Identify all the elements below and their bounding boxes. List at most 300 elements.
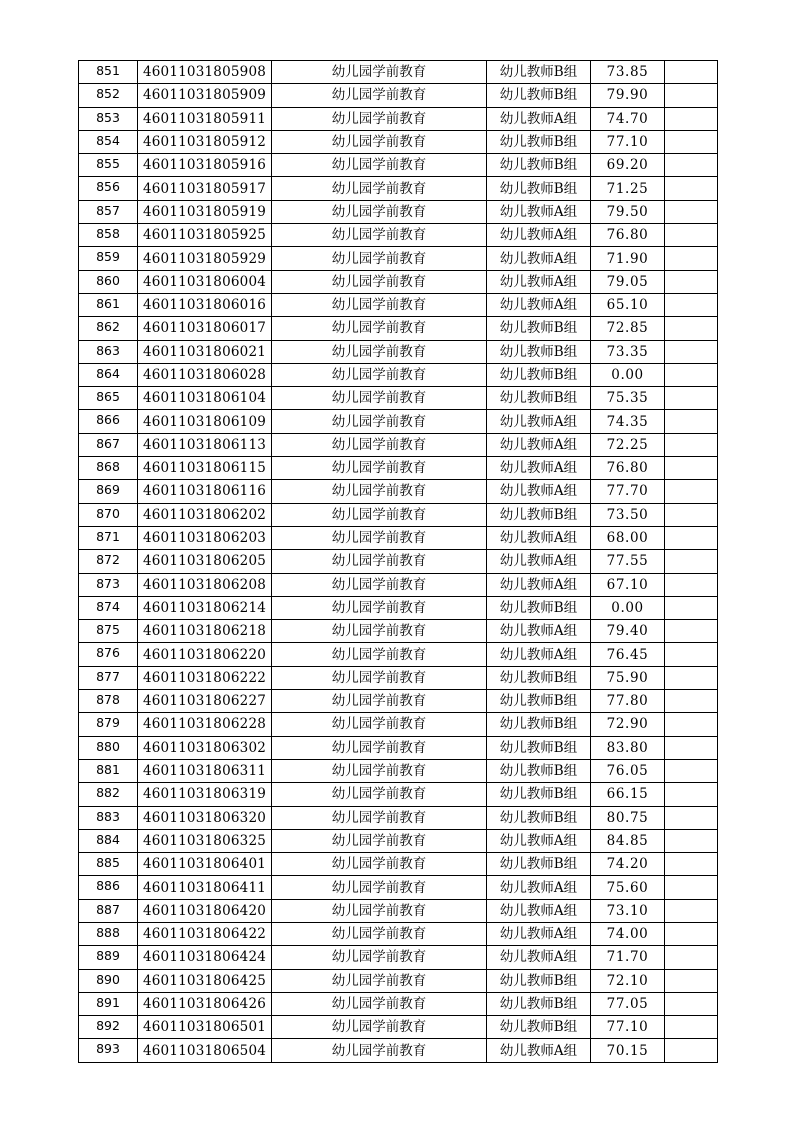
exam-id-cell: 46011031805919 bbox=[138, 200, 272, 223]
note-cell bbox=[665, 969, 718, 992]
group-cell: 幼儿教师A组 bbox=[487, 247, 591, 270]
group-cell: 幼儿教师A组 bbox=[487, 410, 591, 433]
table-row bbox=[79, 690, 718, 713]
group-cell: 幼儿教师A组 bbox=[487, 433, 591, 456]
subject-cell: 幼儿园学前教育 bbox=[272, 526, 487, 549]
subject-cell: 幼儿园学前教育 bbox=[272, 61, 487, 84]
exam-id-cell: 46011031806017 bbox=[138, 317, 272, 340]
group-cell: 幼儿教师A组 bbox=[487, 457, 591, 480]
score-cell: 80.75 bbox=[591, 806, 665, 829]
subject-cell: 幼儿园学前教育 bbox=[272, 154, 487, 177]
score-cell: 73.85 bbox=[591, 61, 665, 84]
group-cell: 幼儿教师B组 bbox=[487, 992, 591, 1015]
row-number-cell: 871 bbox=[79, 526, 138, 549]
note-cell bbox=[665, 992, 718, 1015]
note-cell bbox=[665, 1039, 718, 1062]
table-row bbox=[79, 759, 718, 782]
score-cell: 72.25 bbox=[591, 433, 665, 456]
note-cell bbox=[665, 154, 718, 177]
note-cell bbox=[665, 503, 718, 526]
subject-cell: 幼儿园学前教育 bbox=[272, 224, 487, 247]
table-row bbox=[79, 317, 718, 340]
subject-cell: 幼儿园学前教育 bbox=[272, 666, 487, 689]
subject-cell: 幼儿园学前教育 bbox=[272, 899, 487, 922]
subject-cell: 幼儿园学前教育 bbox=[272, 433, 487, 456]
subject-cell: 幼儿园学前教育 bbox=[272, 829, 487, 852]
exam-id-cell: 46011031806214 bbox=[138, 596, 272, 619]
exam-id-cell: 46011031805909 bbox=[138, 84, 272, 107]
exam-id-cell: 46011031806501 bbox=[138, 1016, 272, 1039]
note-cell bbox=[665, 643, 718, 666]
row-number-cell: 864 bbox=[79, 363, 138, 386]
table-row bbox=[79, 130, 718, 153]
note-cell bbox=[665, 480, 718, 503]
exam-id-cell: 46011031806104 bbox=[138, 387, 272, 410]
subject-cell: 幼儿园学前教育 bbox=[272, 946, 487, 969]
row-number-cell: 856 bbox=[79, 177, 138, 200]
table-row bbox=[79, 387, 718, 410]
row-number-cell: 852 bbox=[79, 84, 138, 107]
table-row bbox=[79, 550, 718, 573]
score-cell: 72.10 bbox=[591, 969, 665, 992]
subject-cell: 幼儿园学前教育 bbox=[272, 247, 487, 270]
note-cell bbox=[665, 410, 718, 433]
note-cell bbox=[665, 84, 718, 107]
score-cell: 77.05 bbox=[591, 992, 665, 1015]
table-row bbox=[79, 107, 718, 130]
row-number-cell: 870 bbox=[79, 503, 138, 526]
note-cell bbox=[665, 224, 718, 247]
score-cell: 69.20 bbox=[591, 154, 665, 177]
exam-id-cell: 46011031806205 bbox=[138, 550, 272, 573]
note-cell bbox=[665, 177, 718, 200]
table-row bbox=[79, 992, 718, 1015]
exam-id-cell: 46011031805929 bbox=[138, 247, 272, 270]
score-cell: 74.35 bbox=[591, 410, 665, 433]
subject-cell: 幼儿园学前教育 bbox=[272, 107, 487, 130]
table-row bbox=[79, 457, 718, 480]
row-number-cell: 875 bbox=[79, 620, 138, 643]
subject-cell: 幼儿园学前教育 bbox=[272, 340, 487, 363]
table-row bbox=[79, 783, 718, 806]
group-cell: 幼儿教师B组 bbox=[487, 84, 591, 107]
score-cell: 77.10 bbox=[591, 130, 665, 153]
group-cell: 幼儿教师B组 bbox=[487, 759, 591, 782]
group-cell: 幼儿教师A组 bbox=[487, 270, 591, 293]
group-cell: 幼儿教师B组 bbox=[487, 387, 591, 410]
note-cell bbox=[665, 713, 718, 736]
note-cell bbox=[665, 130, 718, 153]
score-cell: 71.25 bbox=[591, 177, 665, 200]
row-number-cell: 885 bbox=[79, 853, 138, 876]
exam-id-cell: 46011031806222 bbox=[138, 666, 272, 689]
row-number-cell: 892 bbox=[79, 1016, 138, 1039]
score-cell: 76.80 bbox=[591, 224, 665, 247]
row-number-cell: 862 bbox=[79, 317, 138, 340]
subject-cell: 幼儿园学前教育 bbox=[272, 317, 487, 340]
subject-cell: 幼儿园学前教育 bbox=[272, 620, 487, 643]
row-number-cell: 853 bbox=[79, 107, 138, 130]
subject-cell: 幼儿园学前教育 bbox=[272, 643, 487, 666]
row-number-cell: 859 bbox=[79, 247, 138, 270]
row-number-cell: 860 bbox=[79, 270, 138, 293]
row-number-cell: 891 bbox=[79, 992, 138, 1015]
row-number-cell: 857 bbox=[79, 200, 138, 223]
group-cell: 幼儿教师B组 bbox=[487, 154, 591, 177]
subject-cell: 幼儿园学前教育 bbox=[272, 130, 487, 153]
score-cell: 79.05 bbox=[591, 270, 665, 293]
exam-id-cell: 46011031806401 bbox=[138, 853, 272, 876]
row-number-cell: 889 bbox=[79, 946, 138, 969]
note-cell bbox=[665, 550, 718, 573]
subject-cell: 幼儿园学前教育 bbox=[272, 690, 487, 713]
subject-cell: 幼儿园学前教育 bbox=[272, 969, 487, 992]
note-cell bbox=[665, 806, 718, 829]
group-cell: 幼儿教师B组 bbox=[487, 596, 591, 619]
note-cell bbox=[665, 247, 718, 270]
row-number-cell: 863 bbox=[79, 340, 138, 363]
subject-cell: 幼儿园学前教育 bbox=[272, 806, 487, 829]
group-cell: 幼儿教师A组 bbox=[487, 922, 591, 945]
score-cell: 67.10 bbox=[591, 573, 665, 596]
row-number-cell: 877 bbox=[79, 666, 138, 689]
note-cell bbox=[665, 759, 718, 782]
subject-cell: 幼儿园学前教育 bbox=[272, 713, 487, 736]
score-cell: 76.80 bbox=[591, 457, 665, 480]
score-cell: 76.05 bbox=[591, 759, 665, 782]
table-row bbox=[79, 84, 718, 107]
subject-cell: 幼儿园学前教育 bbox=[272, 480, 487, 503]
group-cell: 幼儿教师B组 bbox=[487, 503, 591, 526]
subject-cell: 幼儿园学前教育 bbox=[272, 1039, 487, 1062]
table-row bbox=[79, 922, 718, 945]
score-cell: 79.40 bbox=[591, 620, 665, 643]
row-number-cell: 872 bbox=[79, 550, 138, 573]
note-cell bbox=[665, 596, 718, 619]
subject-cell: 幼儿园学前教育 bbox=[272, 503, 487, 526]
score-cell: 75.35 bbox=[591, 387, 665, 410]
subject-cell: 幼儿园学前教育 bbox=[272, 783, 487, 806]
subject-cell: 幼儿园学前教育 bbox=[272, 992, 487, 1015]
group-cell: 幼儿教师B组 bbox=[487, 969, 591, 992]
row-number-cell: 873 bbox=[79, 573, 138, 596]
table-row bbox=[79, 293, 718, 316]
score-cell: 70.15 bbox=[591, 1039, 665, 1062]
subject-cell: 幼儿园学前教育 bbox=[272, 550, 487, 573]
group-cell: 幼儿教师A组 bbox=[487, 620, 591, 643]
subject-cell: 幼儿园学前教育 bbox=[272, 84, 487, 107]
score-cell: 65.10 bbox=[591, 293, 665, 316]
row-number-cell: 861 bbox=[79, 293, 138, 316]
row-number-cell: 879 bbox=[79, 713, 138, 736]
subject-cell: 幼儿园学前教育 bbox=[272, 876, 487, 899]
exam-id-cell: 46011031806220 bbox=[138, 643, 272, 666]
exam-id-cell: 46011031806320 bbox=[138, 806, 272, 829]
row-number-cell: 868 bbox=[79, 457, 138, 480]
table-row bbox=[79, 433, 718, 456]
group-cell: 幼儿教师A组 bbox=[487, 899, 591, 922]
exam-id-cell: 46011031806028 bbox=[138, 363, 272, 386]
score-cell: 83.80 bbox=[591, 736, 665, 759]
row-number-cell: 882 bbox=[79, 783, 138, 806]
subject-cell: 幼儿园学前教育 bbox=[272, 387, 487, 410]
note-cell bbox=[665, 387, 718, 410]
subject-cell: 幼儿园学前教育 bbox=[272, 596, 487, 619]
group-cell: 幼儿教师B组 bbox=[487, 61, 591, 84]
note-cell bbox=[665, 317, 718, 340]
score-cell: 0.00 bbox=[591, 363, 665, 386]
exam-id-cell: 46011031806218 bbox=[138, 620, 272, 643]
table-row bbox=[79, 1039, 718, 1062]
score-cell: 75.90 bbox=[591, 666, 665, 689]
group-cell: 幼儿教师A组 bbox=[487, 293, 591, 316]
table-row bbox=[79, 876, 718, 899]
subject-cell: 幼儿园学前教育 bbox=[272, 270, 487, 293]
row-number-cell: 851 bbox=[79, 61, 138, 84]
subject-cell: 幼儿园学前教育 bbox=[272, 1016, 487, 1039]
row-number-cell: 888 bbox=[79, 922, 138, 945]
group-cell: 幼儿教师B组 bbox=[487, 130, 591, 153]
row-number-cell: 884 bbox=[79, 829, 138, 852]
note-cell bbox=[665, 922, 718, 945]
score-cell: 76.45 bbox=[591, 643, 665, 666]
table-row bbox=[79, 1016, 718, 1039]
score-cell: 77.10 bbox=[591, 1016, 665, 1039]
group-cell: 幼儿教师B组 bbox=[487, 363, 591, 386]
row-number-cell: 855 bbox=[79, 154, 138, 177]
table-row bbox=[79, 666, 718, 689]
table-row bbox=[79, 899, 718, 922]
table-row bbox=[79, 363, 718, 386]
table-row bbox=[79, 154, 718, 177]
exam-id-cell: 46011031806424 bbox=[138, 946, 272, 969]
group-cell: 幼儿教师B组 bbox=[487, 806, 591, 829]
table-row bbox=[79, 526, 718, 549]
group-cell: 幼儿教师B组 bbox=[487, 340, 591, 363]
score-cell: 72.90 bbox=[591, 713, 665, 736]
subject-cell: 幼儿园学前教育 bbox=[272, 759, 487, 782]
note-cell bbox=[665, 876, 718, 899]
row-number-cell: 865 bbox=[79, 387, 138, 410]
note-cell bbox=[665, 363, 718, 386]
exam-id-cell: 46011031806319 bbox=[138, 783, 272, 806]
table-row bbox=[79, 643, 718, 666]
table-row bbox=[79, 270, 718, 293]
score-cell: 74.00 bbox=[591, 922, 665, 945]
exam-id-cell: 46011031806302 bbox=[138, 736, 272, 759]
row-number-cell: 893 bbox=[79, 1039, 138, 1062]
note-cell bbox=[665, 293, 718, 316]
exam-id-cell: 46011031805908 bbox=[138, 61, 272, 84]
group-cell: 幼儿教师A组 bbox=[487, 526, 591, 549]
row-number-cell: 883 bbox=[79, 806, 138, 829]
note-cell bbox=[665, 666, 718, 689]
group-cell: 幼儿教师B组 bbox=[487, 783, 591, 806]
table-row bbox=[79, 969, 718, 992]
score-cell: 71.70 bbox=[591, 946, 665, 969]
group-cell: 幼儿教师A组 bbox=[487, 107, 591, 130]
exam-id-cell: 46011031806004 bbox=[138, 270, 272, 293]
subject-cell: 幼儿园学前教育 bbox=[272, 200, 487, 223]
row-number-cell: 867 bbox=[79, 433, 138, 456]
exam-id-cell: 46011031805917 bbox=[138, 177, 272, 200]
subject-cell: 幼儿园学前教育 bbox=[272, 457, 487, 480]
subject-cell: 幼儿园学前教育 bbox=[272, 410, 487, 433]
exam-id-cell: 46011031806228 bbox=[138, 713, 272, 736]
group-cell: 幼儿教师A组 bbox=[487, 224, 591, 247]
table-row bbox=[79, 224, 718, 247]
note-cell bbox=[665, 829, 718, 852]
exam-id-cell: 46011031806425 bbox=[138, 969, 272, 992]
group-cell: 幼儿教师A组 bbox=[487, 946, 591, 969]
table-row bbox=[79, 853, 718, 876]
score-cell: 73.35 bbox=[591, 340, 665, 363]
score-cell: 74.70 bbox=[591, 107, 665, 130]
score-cell: 79.90 bbox=[591, 84, 665, 107]
table-row bbox=[79, 620, 718, 643]
note-cell bbox=[665, 433, 718, 456]
note-cell bbox=[665, 690, 718, 713]
exam-id-cell: 46011031806113 bbox=[138, 433, 272, 456]
score-cell: 71.90 bbox=[591, 247, 665, 270]
exam-id-cell: 46011031806021 bbox=[138, 340, 272, 363]
note-cell bbox=[665, 573, 718, 596]
group-cell: 幼儿教师B组 bbox=[487, 713, 591, 736]
row-number-cell: 886 bbox=[79, 876, 138, 899]
score-cell: 74.20 bbox=[591, 853, 665, 876]
group-cell: 幼儿教师B组 bbox=[487, 1016, 591, 1039]
exam-id-cell: 46011031806411 bbox=[138, 876, 272, 899]
note-cell bbox=[665, 526, 718, 549]
subject-cell: 幼儿园学前教育 bbox=[272, 922, 487, 945]
note-cell bbox=[665, 899, 718, 922]
exam-id-cell: 46011031806325 bbox=[138, 829, 272, 852]
score-cell: 72.85 bbox=[591, 317, 665, 340]
row-number-cell: 869 bbox=[79, 480, 138, 503]
row-number-cell: 874 bbox=[79, 596, 138, 619]
subject-cell: 幼儿园学前教育 bbox=[272, 853, 487, 876]
note-cell bbox=[665, 340, 718, 363]
subject-cell: 幼儿园学前教育 bbox=[272, 363, 487, 386]
exam-id-cell: 46011031806420 bbox=[138, 899, 272, 922]
score-cell: 73.50 bbox=[591, 503, 665, 526]
group-cell: 幼儿教师A组 bbox=[487, 829, 591, 852]
note-cell bbox=[665, 200, 718, 223]
note-cell bbox=[665, 1016, 718, 1039]
table-row bbox=[79, 200, 718, 223]
row-number-cell: 876 bbox=[79, 643, 138, 666]
group-cell: 幼儿教师A组 bbox=[487, 1039, 591, 1062]
row-number-cell: 890 bbox=[79, 969, 138, 992]
exam-id-cell: 46011031805912 bbox=[138, 130, 272, 153]
group-cell: 幼儿教师A组 bbox=[487, 200, 591, 223]
note-cell bbox=[665, 620, 718, 643]
group-cell: 幼儿教师B组 bbox=[487, 853, 591, 876]
group-cell: 幼儿教师A组 bbox=[487, 573, 591, 596]
table-row bbox=[79, 573, 718, 596]
note-cell bbox=[665, 107, 718, 130]
score-cell: 0.00 bbox=[591, 596, 665, 619]
table-row bbox=[79, 503, 718, 526]
exam-id-cell: 46011031806504 bbox=[138, 1039, 272, 1062]
group-cell: 幼儿教师B组 bbox=[487, 690, 591, 713]
table-row bbox=[79, 713, 718, 736]
row-number-cell: 858 bbox=[79, 224, 138, 247]
row-number-cell: 854 bbox=[79, 130, 138, 153]
subject-cell: 幼儿园学前教育 bbox=[272, 177, 487, 200]
table-row bbox=[79, 736, 718, 759]
subject-cell: 幼儿园学前教育 bbox=[272, 736, 487, 759]
exam-id-cell: 46011031806016 bbox=[138, 293, 272, 316]
row-number-cell: 878 bbox=[79, 690, 138, 713]
note-cell bbox=[665, 736, 718, 759]
score-cell: 75.60 bbox=[591, 876, 665, 899]
exam-id-cell: 46011031806115 bbox=[138, 457, 272, 480]
note-cell bbox=[665, 946, 718, 969]
exam-id-cell: 46011031805911 bbox=[138, 107, 272, 130]
subject-cell: 幼儿园学前教育 bbox=[272, 293, 487, 316]
exam-id-cell: 46011031806311 bbox=[138, 759, 272, 782]
table-row bbox=[79, 480, 718, 503]
score-cell: 66.15 bbox=[591, 783, 665, 806]
subject-cell: 幼儿园学前教育 bbox=[272, 573, 487, 596]
group-cell: 幼儿教师B组 bbox=[487, 736, 591, 759]
table-row bbox=[79, 177, 718, 200]
table-row bbox=[79, 946, 718, 969]
row-number-cell: 887 bbox=[79, 899, 138, 922]
score-cell: 84.85 bbox=[591, 829, 665, 852]
table-row bbox=[79, 247, 718, 270]
note-cell bbox=[665, 783, 718, 806]
table-row bbox=[79, 340, 718, 363]
exam-id-cell: 46011031806426 bbox=[138, 992, 272, 1015]
note-cell bbox=[665, 457, 718, 480]
table-row bbox=[79, 829, 718, 852]
group-cell: 幼儿教师A组 bbox=[487, 876, 591, 899]
exam-id-cell: 46011031806202 bbox=[138, 503, 272, 526]
exam-id-cell: 46011031806116 bbox=[138, 480, 272, 503]
exam-id-cell: 46011031806227 bbox=[138, 690, 272, 713]
table-row bbox=[79, 806, 718, 829]
group-cell: 幼儿教师B组 bbox=[487, 666, 591, 689]
row-number-cell: 866 bbox=[79, 410, 138, 433]
group-cell: 幼儿教师A组 bbox=[487, 480, 591, 503]
table-row bbox=[79, 410, 718, 433]
exam-id-cell: 46011031806422 bbox=[138, 922, 272, 945]
group-cell: 幼儿教师A组 bbox=[487, 550, 591, 573]
note-cell bbox=[665, 270, 718, 293]
row-number-cell: 880 bbox=[79, 736, 138, 759]
score-table-body bbox=[79, 61, 718, 1063]
exam-id-cell: 46011031806203 bbox=[138, 526, 272, 549]
score-cell: 68.00 bbox=[591, 526, 665, 549]
exam-id-cell: 46011031805925 bbox=[138, 224, 272, 247]
note-cell bbox=[665, 61, 718, 84]
score-cell: 73.10 bbox=[591, 899, 665, 922]
score-cell: 77.80 bbox=[591, 690, 665, 713]
row-number-cell: 881 bbox=[79, 759, 138, 782]
score-cell: 77.55 bbox=[591, 550, 665, 573]
exam-id-cell: 46011031806208 bbox=[138, 573, 272, 596]
group-cell: 幼儿教师B组 bbox=[487, 177, 591, 200]
note-cell bbox=[665, 853, 718, 876]
score-cell: 77.70 bbox=[591, 480, 665, 503]
table-row bbox=[79, 596, 718, 619]
exam-id-cell: 46011031805916 bbox=[138, 154, 272, 177]
table-row bbox=[79, 61, 718, 84]
group-cell: 幼儿教师A组 bbox=[487, 643, 591, 666]
exam-id-cell: 46011031806109 bbox=[138, 410, 272, 433]
